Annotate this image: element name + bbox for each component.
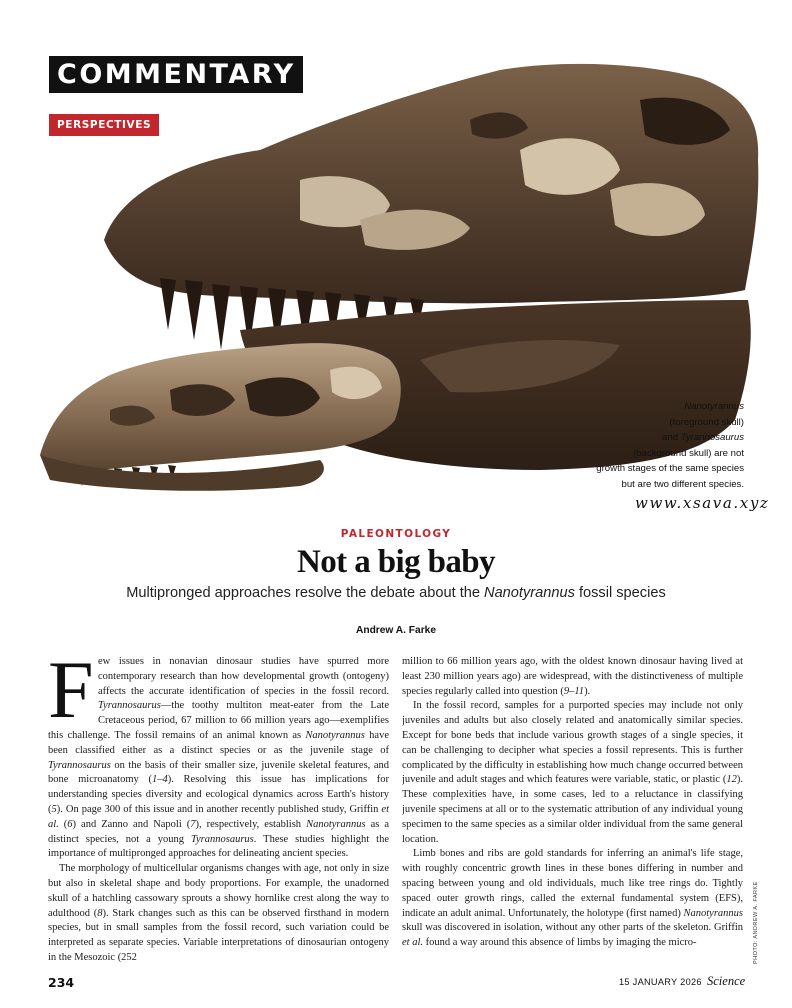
body-paragraph [402,847,743,951]
caption-line: (foreground skull) [669,416,744,428]
article-subhead [0,585,792,601]
body-text: ). Resolving this issue has implications for understanding species diversity and ecological dynamics across Earth's history ( [48,774,389,815]
body-paragraph [48,655,389,862]
journal-name: Science [707,974,746,988]
taxon-name: Nanotyrannus [306,818,366,830]
body-text: The morphology of multicellular organisms changes with age, not only in size but also in skeletal shape and body proportions. For example, the unadorned skull of a hatchling cassowary sprouts a showy hornlike crest along the way to adulthood ( [48,863,389,919]
body-text: Limb bones and ribs are gold standards for inferring an animal's life stage, with roughly concentric growth lines in these bones differing in number and spacing between young and old individuals, much like tree rings do. Tightly spaced outer growth rings, called the external fundamental system (EFS), indicate an adult animal. Unfortunately, the holotype (first named) [402,848,743,919]
citation: 1–4 [151,774,168,786]
caption-line: growth stages of the same species [596,463,744,475]
taxon-name: Nanotyrannus [305,729,365,741]
page-number: 234 [48,975,75,990]
body-text: ). On page 300 of this issue and in another recently published study, Griffin [56,803,382,815]
article-headline: Not a big baby [297,544,495,580]
subhead-text: fossil species [574,585,666,601]
body-text: ), respectively, establish [195,818,307,830]
taxon-name: Tyrannosaurus [190,833,254,845]
body-paragraph [48,862,389,966]
taxon-name: Tyrannosaurus [98,700,161,712]
caption-line: and [662,432,681,444]
citation: 6 [67,818,73,830]
body-text: ). [584,685,591,697]
body-column-right [402,655,743,967]
citation: 5 [51,803,57,815]
caption-taxon: Tyrannosaurus [680,432,744,444]
body-text: ew issues in nonavian dinosaur studies have spurred more contemporary research than how developmental growth (ontogeny) affects the accurate identification of species in the fossil record. [98,656,389,697]
body-text: found a way around this absence of limbs by imaging the micro- [423,937,697,949]
body-text: In the fossil record, samples for a purported species may include not only juveniles and adults but also closely related and anatomically similar species. Except for bone beds that include various growth stages of a single species, it can be challenging to decipher what species a fossil represents. This is further complicated by the difficulty in establishing how much change occurred between juvenile and adult stages and which features were variable, static, or plastic ( [402,700,743,786]
citation: 12 [726,774,737,786]
article-kicker: PALEONTOLOGY [340,528,452,540]
image-caption [554,399,744,493]
subhead-text: Multipronged approaches resolve the debate about the [126,585,485,601]
caption-line: (background skull) are not [633,447,744,459]
body-column-left [48,655,389,967]
body-text: as a distinct species, not a young [48,818,389,845]
category-badge: PERSPECTIVES [49,114,159,136]
section-label: COMMENTARY [49,56,303,93]
body-paragraph [402,655,743,699]
body-paragraph [402,699,743,847]
photo-credit: PHOTO: ANDREW A. FARKE [753,881,759,964]
body-text: ). Stark changes such as this can be observed firsthand in modern species, but in small samples from the fossil record, such variation could be interpreted as separate species. Variable interpretations of dinosaurian ontogeny in the Mesozoic (252 [48,907,389,963]
subhead-taxon: Nanotyrannus [484,585,575,601]
issue-date: 15 JANUARY 2026 [619,977,702,987]
watermark: www.xsava.xyz [635,494,770,512]
body-text: —the toothy multiton meat-eater from the Late Cretaceous period, 67 million to 66 million years ago—exemplifies this challenge. The fossil remains of an animal known as [48,700,389,741]
drop-cap: F [48,655,94,735]
citation: 8 [97,907,103,919]
body-text: ) and Zanno and Napoli ( [72,818,191,830]
citation: 9–11 [563,685,585,697]
caption-taxon: Nanotyrannus [684,401,744,412]
body-text: million to 66 million years ago, with the oldest known dinosaur having lived at least 230 million years ago) are widespread, with the distinctiveness of multiple species regularly called into question ( [402,656,743,697]
taxon-name: Tyrannosaurus [48,759,111,771]
body-text: . These studies highlight the importance of multipronged approaches for delineating ancient species. [48,833,389,860]
body-text: et al. [48,803,389,830]
body-text: have been classified either as a distinct species or as the juvenile stage of [48,729,389,756]
taxon-name: Nanotyrannus [683,907,743,919]
caption-line: but are two different species. [621,478,744,490]
article-byline: Andrew A. Farke [355,625,436,636]
body-text: ). These complexities have, in some cases, led to a reluctance in classifying juvenile specimens at all or to the systematic attribution of any individual young specimen to the same species as a similar older individual from the same general location. [402,774,743,845]
body-text: et al. [402,937,423,949]
citation: 7 [190,818,196,830]
body-text: on the basis of their smaller size, juvenile skeletal features, and bone microanatomy ( [48,759,389,786]
body-text: skull was discovered in isolation, without any other parts of the skeleton. Griffin [402,922,743,934]
body-text: ( [58,818,68,830]
